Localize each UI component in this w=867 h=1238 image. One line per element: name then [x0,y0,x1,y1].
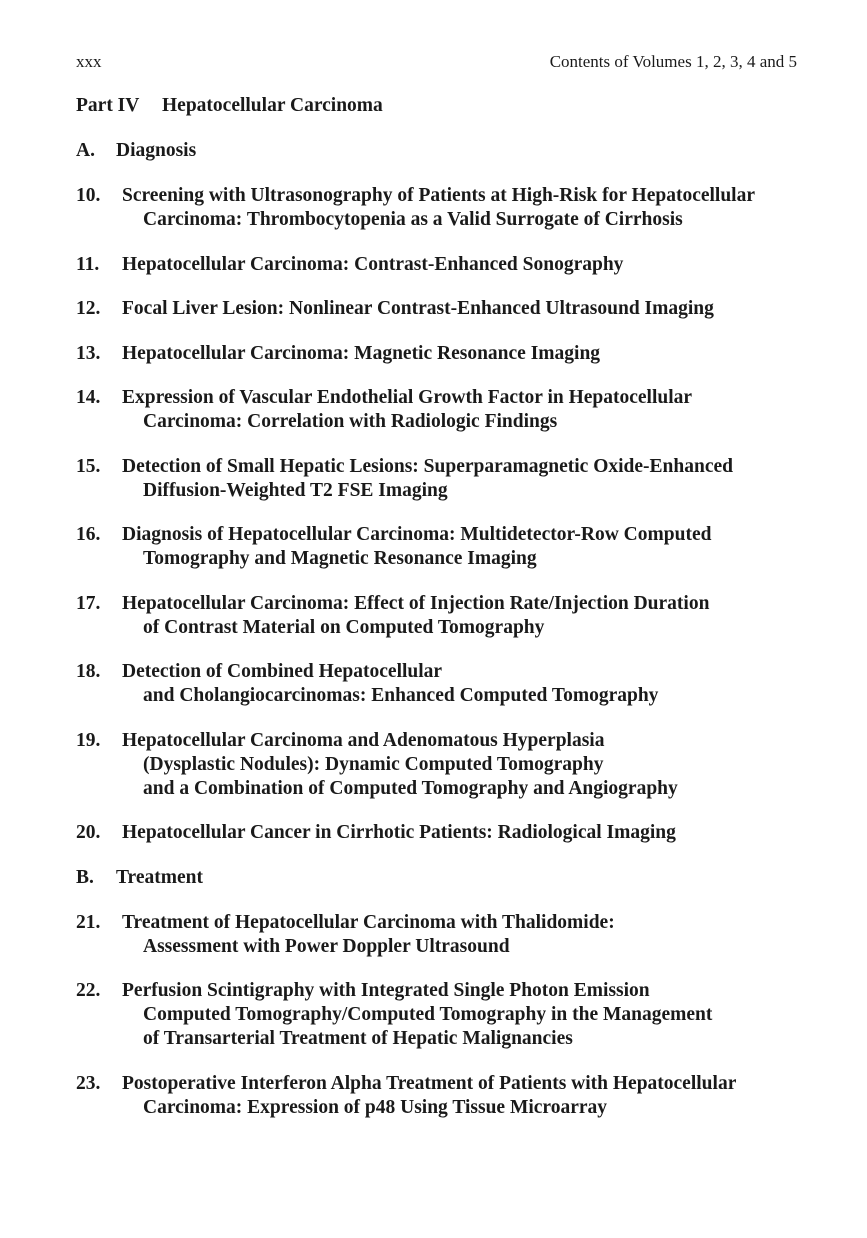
section-heading [76,866,816,890]
chapter-number: 22. [76,980,101,1001]
chapter-title-line: of Contrast Material on Computed Tomography [143,616,545,638]
section-letter: B. [76,866,94,888]
toc-entry[interactable] [76,729,816,801]
toc-entry[interactable] [76,1072,816,1120]
toc-entry[interactable] [76,660,816,708]
chapter-number: 23. [76,1072,101,1094]
chapter-title-line: Diagnosis of Hepatocellular Carcinoma: Multidetector-Row Computed [122,524,712,545]
toc-entry[interactable] [76,979,816,1051]
chapter-number: 21. [76,911,101,933]
running-title: Contents of Volumes 1, 2, 3, 4 and 5 [549,52,797,71]
chapter-title-line: Focal Liver Lesion: Nonlinear Contrast-Enhanced Ultrasound Imaging [122,298,714,319]
part-title: Hepatocellular Carcinoma [162,95,383,116]
chapter-number: 10. [76,185,101,206]
chapter-number: 15. [76,455,101,477]
chapter-title-line: Hepatocellular Carcinoma and Adenomatous Hyperplasia [122,729,605,751]
chapter-title-line: Tomography and Magnetic Resonance Imaging [143,548,537,569]
toc-entry[interactable] [76,911,816,959]
sections-container [76,139,816,1120]
toc-entry[interactable] [76,184,816,232]
chapter-title-line: Diffusion-Weighted T2 FSE Imaging [143,479,448,501]
section-title: Diagnosis [116,140,197,161]
chapter-title-line: Carcinoma: Expression of p48 Using Tissue Microarray [143,1096,608,1118]
chapter-title-line: and a Combination of Computed Tomography and Angiography [143,777,678,799]
running-header [76,52,797,74]
page-number: xxx [76,52,102,71]
toc-entry[interactable] [76,821,816,845]
part-number: Part IV [76,95,140,116]
chapter-title-line: Hepatocellular Cancer in Cirrhotic Patients: Radiological Imaging [122,822,676,843]
toc-entry[interactable] [76,342,816,366]
chapter-title-line: Computed Tomography/Computed Tomography in the Management [143,1004,713,1025]
chapter-title-line: Carcinoma: Thrombocytopenia as a Valid Surrogate of Cirrhosis [143,209,683,230]
chapter-title-line: Treatment of Hepatocellular Carcinoma with Thalidomide: [122,911,615,933]
chapter-number: 20. [76,822,101,843]
chapter-number: 14. [76,387,101,408]
chapter-number: 19. [76,729,101,751]
chapter-number: 18. [76,661,101,682]
chapter-number: 12. [76,298,101,319]
chapter-number: 11. [76,253,100,275]
toc-entry[interactable] [76,386,816,434]
chapter-number: 16. [76,524,101,545]
chapter-title-line: Carcinoma: Correlation with Radiologic Findings [143,411,558,432]
chapter-title-line: Detection of Small Hepatic Lesions: Superparamagnetic Oxide-Enhanced [122,455,733,477]
part-heading [76,94,816,118]
chapter-number: 17. [76,592,101,614]
chapter-title-line: Hepatocellular Carcinoma: Magnetic Resonance Imaging [122,342,601,364]
chapter-title-line: (Dysplastic Nodules): Dynamic Computed Tomography [143,753,604,775]
chapter-number: 13. [76,342,101,364]
chapter-title-line: Postoperative Interferon Alpha Treatment of Patients with Hepatocellular [122,1072,737,1094]
chapter-title-line: Hepatocellular Carcinoma: Effect of Injection Rate/Injection Duration [122,592,710,614]
chapter-title-line: Detection of Combined Hepatocellular [122,661,443,682]
toc-entry[interactable] [76,523,816,571]
table-of-contents [76,94,816,1140]
chapter-title-line: Perfusion Scintigraphy with Integrated Single Photon Emission [122,980,650,1001]
chapter-title-line: Screening with Ultrasonography of Patients at High-Risk for Hepatocellular [122,185,756,206]
toc-entry[interactable] [76,455,816,503]
section-letter: A. [76,140,95,161]
toc-entry[interactable] [76,253,816,277]
chapter-title-line: and Cholangiocarcinomas: Enhanced Computed Tomography [143,685,659,706]
chapter-title-line: Expression of Vascular Endothelial Growth Factor in Hepatocellular [122,387,693,408]
toc-entry[interactable] [76,297,816,321]
chapter-title-line: Assessment with Power Doppler Ultrasound [143,935,510,957]
section-title: Treatment [116,866,203,888]
toc-entry[interactable] [76,592,816,640]
chapter-title-line: Hepatocellular Carcinoma: Contrast-Enhanced Sonography [122,253,624,275]
section-heading [76,139,816,163]
chapter-title-line: of Transarterial Treatment of Hepatic Malignancies [143,1028,573,1049]
